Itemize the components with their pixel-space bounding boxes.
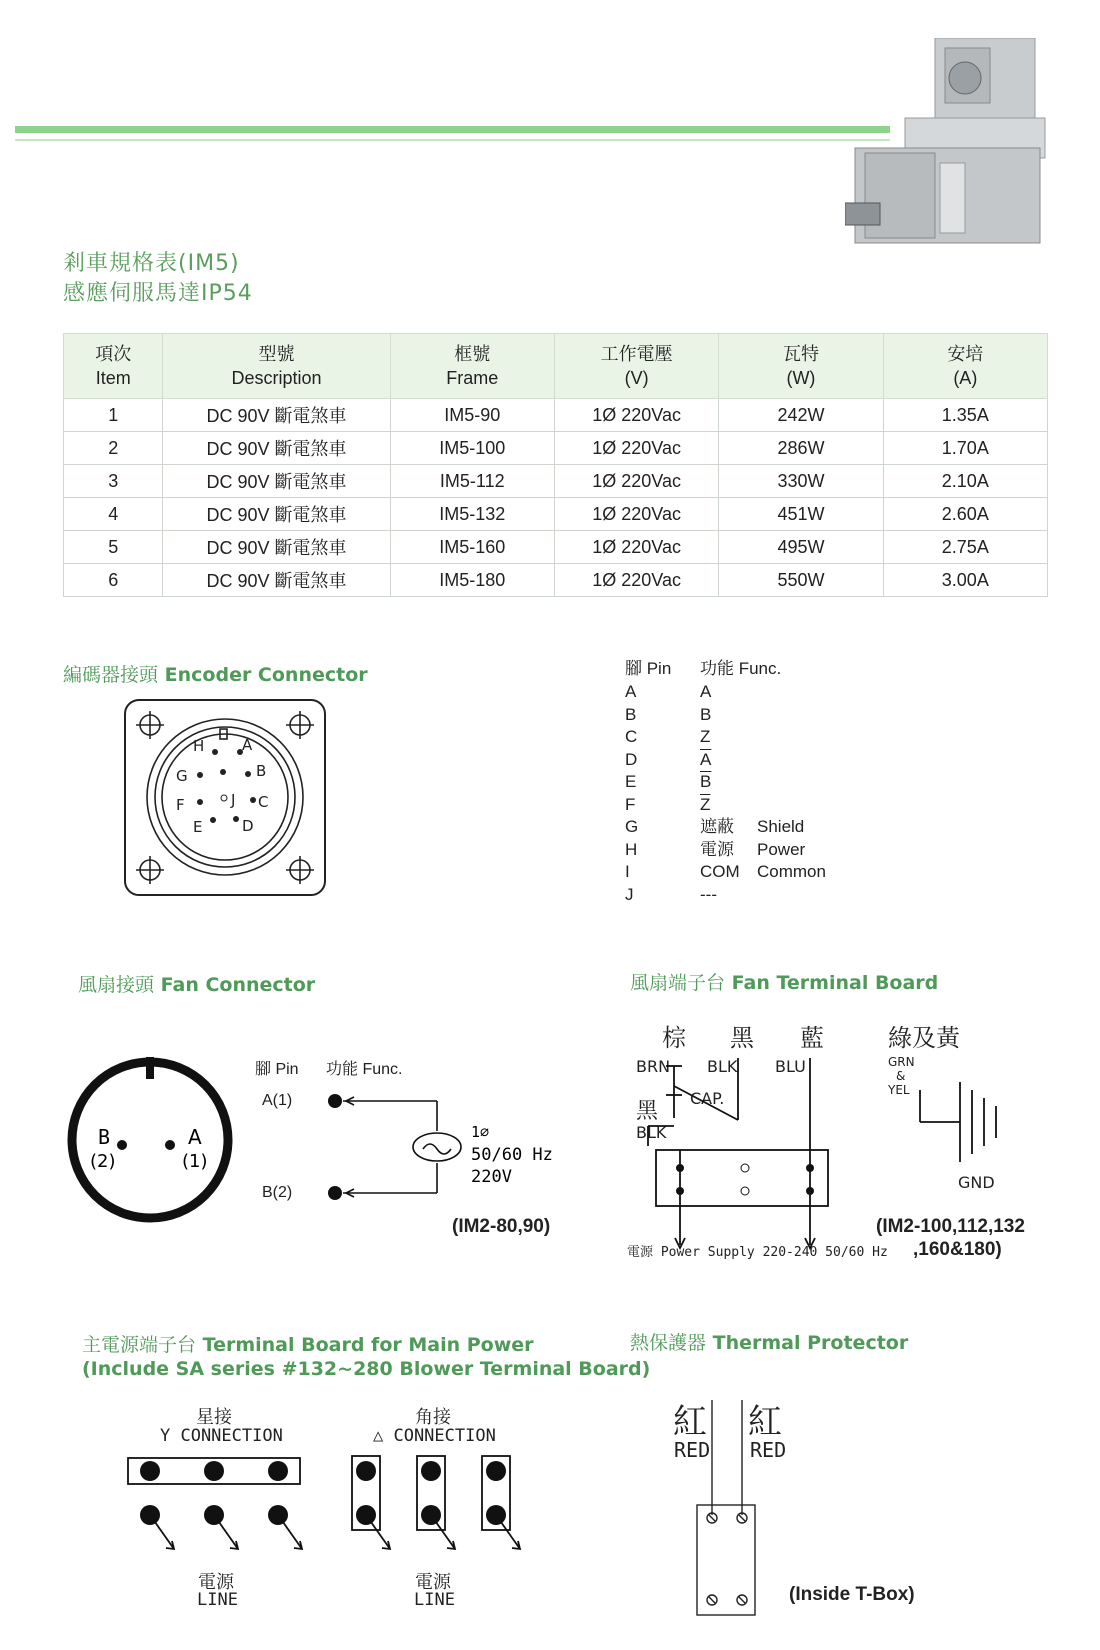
header-cn: 型號: [258, 344, 295, 364]
header-cn: 瓦特: [782, 344, 819, 364]
pin: B: [625, 704, 637, 724]
blk2-label: BLK: [636, 1123, 667, 1142]
table-row: [64, 399, 1048, 432]
header-cell: [719, 334, 883, 399]
pin: G: [625, 817, 639, 836]
pin: F: [625, 794, 636, 814]
func: 遮蔽: [700, 817, 734, 836]
cell: 6: [64, 564, 163, 597]
table-row: [64, 432, 1048, 465]
delta-line-cn: 電源: [415, 1572, 451, 1593]
table-row: [64, 498, 1048, 531]
spec-table-header: [64, 334, 1048, 399]
fan-connector-diagram: [60, 1045, 580, 1245]
black-cn: 黑: [730, 1024, 754, 1052]
green-yellow-cn: 綠及黃: [888, 1024, 960, 1052]
cell: DC 90V 斷電煞車: [163, 432, 390, 465]
cell: IM5-100: [390, 432, 554, 465]
main-power-title-en: Terminal Board for Main Power: [202, 1334, 534, 1356]
spec-table: [63, 333, 1048, 597]
header-cell: [554, 334, 718, 399]
brown-cn: 棕: [662, 1024, 686, 1052]
func: $\overline{B}$: [700, 772, 712, 791]
brn-label: BRN: [636, 1057, 671, 1076]
main-power-title-cn: 主電源端子台: [82, 1334, 197, 1356]
header-cell: [163, 334, 390, 399]
encoder-title-cn: 編碼器接頭: [63, 664, 159, 686]
thermal-title-en: Thermal Protector: [712, 1332, 909, 1354]
thermal-title: [630, 1328, 908, 1355]
fan-terminal-models-1: (IM2-100,112,132: [876, 1216, 1025, 1237]
pin-label-g: G: [176, 767, 188, 785]
supply-volt: 220V: [471, 1167, 512, 1187]
header-en: Description: [231, 368, 322, 388]
header-rule-thin: [15, 139, 890, 141]
header-cell: [64, 334, 163, 399]
pin: C: [625, 727, 638, 746]
delta-en: △ CONNECTION: [373, 1426, 496, 1446]
encoder-connector-diagram: [120, 695, 330, 900]
cell: 1Ø 220Vac: [554, 432, 718, 465]
socket-b-num: (2): [90, 1151, 116, 1172]
main-power-diagram: [120, 1450, 540, 1580]
cell: 4: [64, 498, 163, 531]
fan-pin-b: B(2): [262, 1184, 293, 1201]
cell: DC 90V 斷電煞車: [163, 399, 390, 432]
cell: DC 90V 斷電煞車: [163, 465, 390, 498]
delta-cn: 角接: [415, 1407, 451, 1428]
fan-connector-title: [78, 970, 315, 997]
fan-connector-title-en: Fan Connector: [160, 974, 316, 996]
cell: 242W: [719, 399, 883, 432]
main-power-subtitle: (Include SA series #132~280 Blower Terminal Board): [82, 1358, 651, 1380]
cell: 2: [64, 432, 163, 465]
gnd-label: GND: [958, 1173, 995, 1192]
func: $\overline{Z}$: [700, 794, 711, 814]
fan-pin-a: A(1): [262, 1092, 293, 1109]
pin-label-b: B: [256, 762, 267, 780]
pin-label-c: C: [258, 793, 269, 811]
fan-connector-title-cn: 風扇接頭: [78, 974, 155, 996]
motor-image: [845, 38, 1055, 248]
func: Z: [700, 727, 711, 746]
socket-b-label: B: [98, 1125, 111, 1149]
header-cn: 框號: [454, 344, 491, 364]
func-desc: Power: [757, 839, 806, 859]
table-row: [64, 564, 1048, 597]
cell: 1Ø 220Vac: [554, 531, 718, 564]
blk-label: BLK: [707, 1057, 738, 1076]
cell: IM5-112: [390, 465, 554, 498]
cell: 2.60A: [883, 498, 1047, 531]
cell: 1.70A: [883, 432, 1047, 465]
pin: H: [625, 839, 638, 859]
table-row: [64, 465, 1048, 498]
blu-label: BLU: [775, 1057, 806, 1076]
fan-terminal-models-2: ,160&180): [913, 1239, 1002, 1260]
grn-label: GRN: [888, 1055, 915, 1069]
pin: A: [625, 682, 637, 701]
pin: D: [625, 749, 638, 769]
cell: 5: [64, 531, 163, 564]
cell: 3: [64, 465, 163, 498]
func: A: [700, 682, 712, 701]
cell: 550W: [719, 564, 883, 597]
cell: 2.75A: [883, 531, 1047, 564]
cell: 1Ø 220Vac: [554, 465, 718, 498]
black2-cn: 黑: [636, 1099, 659, 1124]
header-en: Frame: [446, 368, 499, 388]
pin-label-a: A: [242, 736, 253, 754]
cell: 3.00A: [883, 564, 1047, 597]
red-en-right: RED: [750, 1438, 787, 1462]
pin-label-d: D: [242, 817, 254, 835]
header-cn: 安培: [947, 344, 984, 364]
cell: DC 90V 斷電煞車: [163, 531, 390, 564]
fan-terminal-title-en: Fan Terminal Board: [731, 972, 939, 994]
func-desc: Common: [757, 862, 826, 881]
cell: 1Ø 220Vac: [554, 498, 718, 531]
page-subtitle: 感應伺服馬達IP54: [63, 281, 253, 306]
star-line-cn: 電源: [198, 1572, 234, 1593]
cell: DC 90V 斷電煞車: [163, 498, 390, 531]
func-header: 功能 Func.: [700, 659, 782, 678]
cell: 1.35A: [883, 399, 1047, 432]
pin-label-h: H: [193, 737, 205, 755]
pin-label-e: E: [193, 818, 203, 836]
cell: 330W: [719, 465, 883, 498]
thermal-protector-diagram: [690, 1400, 770, 1620]
thermal-note: (Inside T-Box): [789, 1584, 915, 1605]
star-cn: 星接: [196, 1407, 232, 1428]
pin-label-j: J: [231, 791, 236, 809]
fan-connector-models: (IM2-80,90): [452, 1216, 551, 1237]
cap-label: CAP.: [690, 1089, 725, 1108]
fan-func-header: 功能 Func.: [326, 1061, 403, 1078]
blue-cn: 藍: [800, 1024, 824, 1052]
pin: E: [625, 772, 637, 791]
header-cn: 項次: [95, 344, 132, 364]
star-en: Y CONNECTION: [160, 1426, 283, 1446]
table-row: [64, 531, 1048, 564]
main-power-title: [82, 1330, 534, 1357]
cell: IM5-90: [390, 399, 554, 432]
header-en: (A): [953, 368, 978, 388]
cell: IM5-160: [390, 531, 554, 564]
cell: DC 90V 斷電煞車: [163, 564, 390, 597]
red-cn-left: 紅: [673, 1402, 707, 1442]
red-cn-right: 紅: [748, 1402, 782, 1442]
amp-label: &: [896, 1069, 906, 1083]
header-en: Item: [95, 368, 131, 388]
cell: 451W: [719, 498, 883, 531]
header-cell: [390, 334, 554, 399]
pin-header: 腳 Pin: [625, 659, 672, 678]
cell: 495W: [719, 531, 883, 564]
socket-a-label: A: [188, 1125, 202, 1149]
cell: IM5-132: [390, 498, 554, 531]
func: COM: [700, 862, 740, 881]
fan-pin-header: 腳 Pin: [255, 1061, 299, 1078]
cell: 286W: [719, 432, 883, 465]
star-line-en: LINE: [197, 1590, 238, 1610]
supply-phase: 1∅: [471, 1123, 490, 1141]
supply-freq: 50/60 Hz: [471, 1145, 553, 1165]
encoder-title-en: Encoder Connector: [164, 664, 368, 686]
cell: 2.10A: [883, 465, 1047, 498]
func: $\overline{A}$: [700, 749, 712, 769]
fan-terminal-title-cn: 風扇端子台: [630, 972, 726, 994]
header-en: (V): [624, 368, 649, 388]
header-cn: 工作電壓: [600, 344, 673, 364]
header-en: (W): [786, 368, 816, 388]
func-desc: Shield: [757, 817, 805, 836]
red-en-left: RED: [674, 1438, 711, 1462]
page-title: 剎車規格表(IM5): [63, 251, 240, 276]
yel-label: YEL: [888, 1083, 910, 1097]
fan-terminal-title: [630, 968, 938, 995]
header-rule: [15, 126, 890, 133]
cell: IM5-180: [390, 564, 554, 597]
socket-a-num: (1): [182, 1151, 208, 1172]
pin-label-f: F: [176, 796, 185, 814]
func: ---: [700, 884, 717, 904]
encoder-title: [63, 660, 368, 687]
fan-terminal-supply: 電源 Power Supply 220-240 50/60 Hz: [627, 1245, 888, 1260]
cell: 1Ø 220Vac: [554, 399, 718, 432]
cell: 1: [64, 399, 163, 432]
pin: I: [625, 862, 630, 881]
header-cell: [883, 334, 1047, 399]
thermal-title-cn: 熱保護器: [630, 1332, 707, 1354]
func: 電源: [700, 839, 734, 859]
func: B: [700, 704, 712, 724]
delta-line-en: LINE: [414, 1590, 455, 1610]
cell: 1Ø 220Vac: [554, 564, 718, 597]
pin: J: [625, 884, 634, 904]
